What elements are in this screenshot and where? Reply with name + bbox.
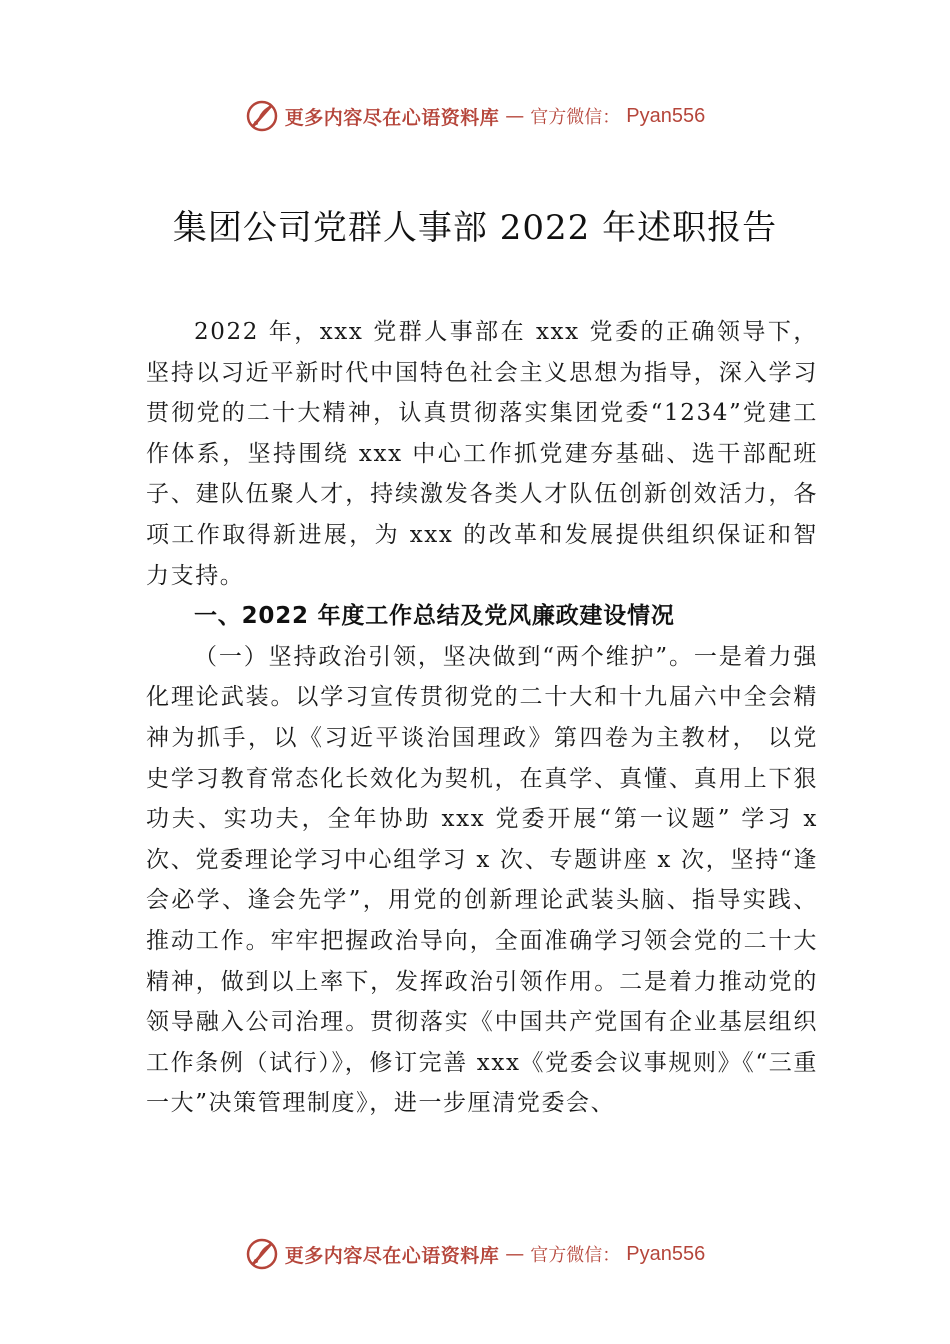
document-title: 集团公司党群人事部 2022 年述职报告 [172, 208, 778, 248]
footer-watermark [0, 1234, 950, 1274]
watermark-dash: — [505, 105, 525, 127]
intro-paragraph: 2022 年，xxx 党群人事部在 xxx 党委的正确领导下，坚持以习近平新时代中国特色社会主义思想为指导，深入学习贯彻党的二十大精神，认真贯彻落实集团党委“1234”党建工作体系，坚持围绕 xxx 中心工作抓党建夯基础、选干部配班子、建队伍聚人才，持续激发各类人才队伍创新创效活力，各项工作取得新进展，为 xxx 的改革和发展提供组织保证和智力支持。 [146, 319, 818, 589]
watermark-brand-text: 更多内容尽在心语资料库 [284, 1244, 500, 1267]
quill-logo-icon [245, 99, 279, 133]
section-paragraph: （一）坚持政治引领，坚决做到“两个维护”。一是着力强化理论武装。以学习宣传贯彻党的二十大和十九届六中全会精神为抓手，以《习近平谈治国理政》第四卷为主教材， 以党史学习教育常态化长效化为契机，在真学、真懂、真用上下狠功夫、实功夫，全年协助 xxx 党委开展“第一议题” 学习 x 次、党委理论学习中心组学习 x 次、专题讲座 x 次，坚持“逢会必学、逢会先学”，用党的创新理论武装头脑、指导实践、推动工作。牢牢把握政治导向，全面准确学习领会党的二十大精神，做到以上率下，发挥政治引领作用。二是着力推动党的领导融入公司治理。贯彻落实《中国共产党国有企业基层组织工作条例（试行）》，修订完善 xxx《党委会议事规则》《“三重一大”决策管理制度》，进一步厘清党委会、 [146, 643, 818, 1117]
watermark-dash: — [505, 1243, 525, 1265]
quill-logo-icon [245, 1237, 279, 1271]
watermark-wechat-id: Pyan556 [626, 104, 706, 127]
header-watermark [0, 96, 950, 136]
watermark-official-label: 官方微信： [530, 107, 621, 128]
section-heading: 一、2022 年度工作总结及党风廉政建设情况 [194, 603, 675, 630]
document-body [146, 312, 818, 1124]
watermark-wechat-id: Pyan556 [626, 1242, 706, 1265]
watermark-official-label: 官方微信： [530, 1245, 621, 1266]
watermark-brand-text: 更多内容尽在心语资料库 [284, 106, 500, 129]
